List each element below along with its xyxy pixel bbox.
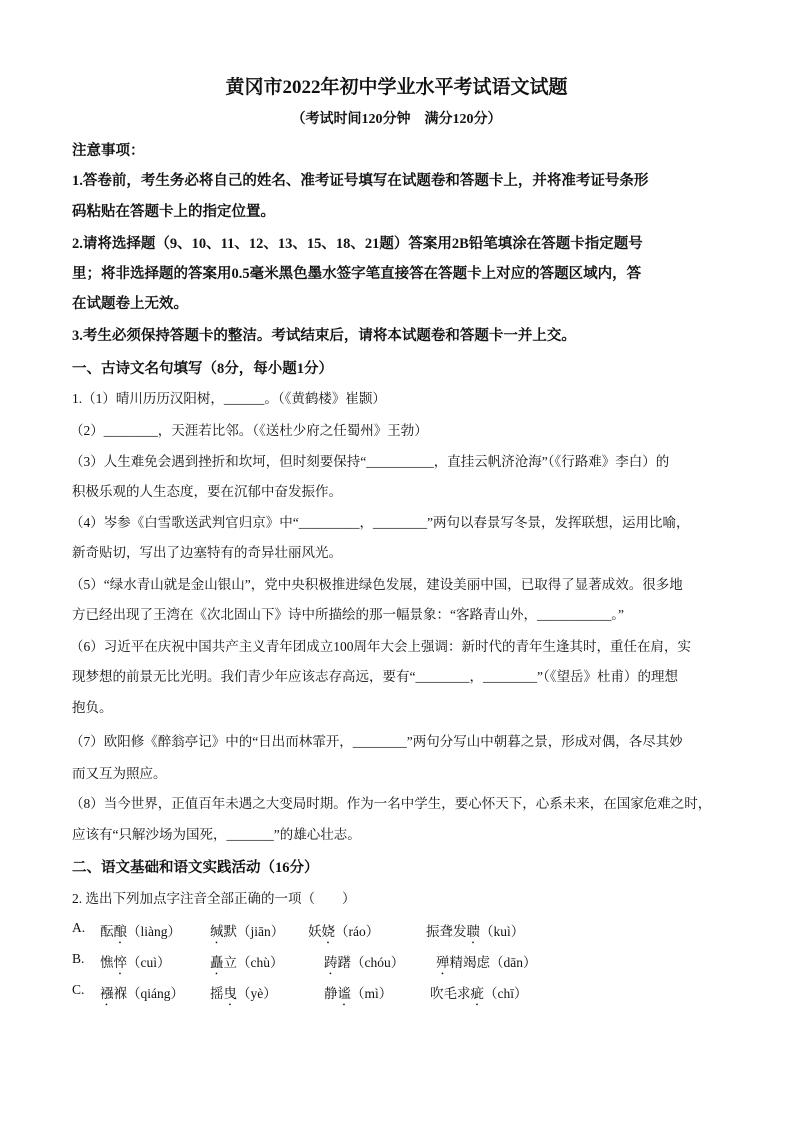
option-word: 襁褓（qiáng） (100, 986, 184, 1001)
dotted-character: 谧 (337, 986, 351, 1001)
text-line: 在试题卷上无效。 (72, 296, 188, 312)
text-line: 方已经出现了王湾在《次北固山下》诗中所描绘的那一幅景象：“客路青山外，___________。” (72, 607, 624, 622)
text-line: 里；将非选择题的答案用0.5毫米黑色墨水签字笔直接答在答题卡上对应的答题区域内，答 (72, 266, 642, 282)
text-line: （8）当今世界，正值百年未遇之大变局时期。作为一名中学生，要心怀天下，心系未来，在国家危难之时， (70, 796, 712, 811)
text-line: 一、古诗文名句填写（8分，每小题1分） (72, 361, 333, 377)
dotted-character: 缄 (210, 924, 224, 939)
option-word: 静谧（mì） (324, 986, 393, 1001)
text-line: 3.考生必须保持答题卡的整洁。考试结束后，请将本试题卷和答题卡一并上交。 (72, 328, 576, 344)
text-line: （7）欧阳修《醉翁亭记》中的“日出而林霏开，________”两句分写山中朝暮之景，形成对偶，各尽其妙 (70, 734, 683, 749)
text-line: 现梦想的前景无比光明。我们青少年应该志存高远，要有“________，________”（《望岳》杜甫）的理想 (72, 669, 678, 684)
text-line: （2）________，天涯若比邻。（《送杜少府之任蜀州》王勃） (70, 423, 428, 438)
dotted-character: 娆 (321, 924, 335, 939)
text-line: 二、语文基础和语文实践活动（16分） (72, 860, 319, 876)
text-line: 新奇贴切，写出了边塞特有的奇异壮丽风光。 (72, 545, 342, 560)
option-word: 振聋发聩（kuì） (426, 924, 525, 939)
text-line: 抱负。 (72, 700, 113, 715)
option-word: 摇曳（yè） (210, 986, 277, 1001)
page-title: 黄冈市2022年初中学业水平考试语文试题 (225, 77, 568, 98)
option-word: 踌躇（chóu） (324, 955, 405, 970)
exam-info: （考试时间120分钟 满分120分） (291, 112, 502, 127)
option-word: 吹毛求疵（chī） (430, 986, 528, 1001)
option-word: 酝酿（liàng） (100, 924, 181, 939)
dotted-character: 酿 (113, 924, 127, 939)
text-line: 1.（1）晴川历历汉阳树，______。（《黄鹤楼》崔颢） (72, 391, 386, 406)
text-line: （6）习近平在庆祝中国共产主义青年团成立100周年大会上强调：新时代的青年生逢其时，重任在肩，实 (70, 639, 691, 654)
option-word: 妖娆（ráo） (308, 924, 380, 939)
text-line: （3）人生难免会遇到挫折和坎坷，但时刻要保持“__________，直挂云帆济沧海”（《行路难》李白）的 (70, 454, 670, 469)
text-line: 码粘贴在答题卡上的指定位置。 (72, 204, 275, 220)
option-label: A. (72, 920, 86, 935)
dotted-character: 殚 (436, 955, 450, 970)
text-line: （4）岑参《白雪歌送武判官归京》中“_________，________”两句以春景写冬景，发挥联想，运用比喻， (70, 515, 690, 530)
option-word: 缄默（jiān） (210, 924, 285, 939)
option-word: 憔悴（cuì） (100, 955, 171, 970)
option-word: 殚精竭虑（dān） (436, 955, 537, 970)
dotted-character: 曳 (223, 986, 237, 1001)
text-line: 2.请将选择题（9、10、11、12、13、15、18、21题）答案用2B铅笔填涂在答题卡指定题号 (72, 236, 643, 252)
option-label: B. (72, 951, 85, 966)
dotted-character: 悴 (113, 955, 127, 970)
option-word: 矗立（chù） (210, 955, 284, 970)
dotted-character: 襁 (100, 986, 114, 1001)
text-line: 积极乐观的人生态度，要在沉郁中奋发振作。 (72, 484, 342, 499)
dotted-character: 踌 (324, 955, 338, 970)
option-label: C. (72, 982, 85, 997)
text-line: 注意事项： (72, 143, 145, 159)
text-line: 而又互为照应。 (72, 766, 167, 781)
text-line: 应该有“只解沙场为国死，_______”的雄心壮志。 (72, 827, 361, 842)
dotted-character: 疵 (470, 986, 484, 1001)
text-line: 1.答卷前，考生务必将自己的姓名、准考证号填写在试题卷和答题卡上，并将准考证号条形 (72, 173, 649, 189)
dotted-character: 矗 (210, 955, 224, 970)
dotted-character: 聩 (466, 924, 480, 939)
text-line: 2. 选出下列加点字注音全部正确的一项（ ） (72, 891, 356, 906)
text-line: （5）“绿水青山就是金山银山”，党中央积极推进绿色发展，建设美丽中国，已取得了显著成效。很多地 (70, 577, 683, 592)
